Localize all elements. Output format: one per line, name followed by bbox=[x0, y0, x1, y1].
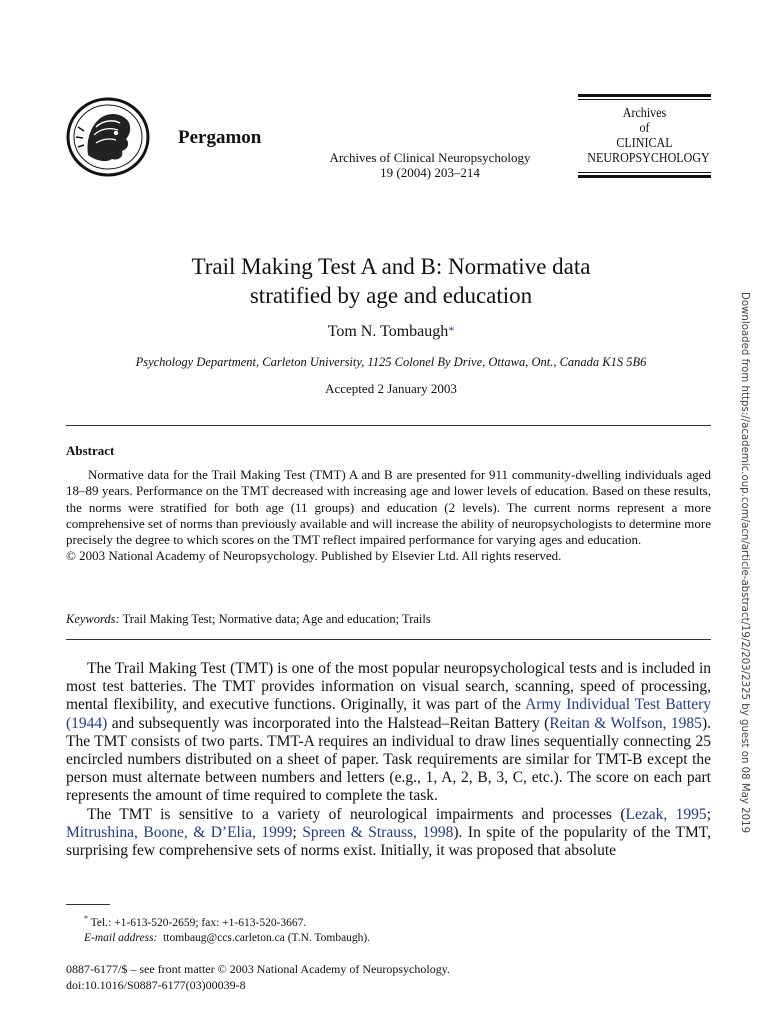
brand-rule bbox=[578, 172, 711, 173]
abstract-paragraph: Normative data for the Trail Making Test (TMT) A and B are presented for 911 community-dwelling individuals aged 18–89 years. Performance on the TMT decreased with increasing age and lower levels of education. Based on these results, the norms were stratified for both age (11 groups) and education (2 levels). The current norms represent a more comprehensive set of norms than previously available and will increase the ability of neuropsychologists to determine more precisely the degree to which scores on the TMT reflect impaired performance for varying ages and education. bbox=[66, 467, 711, 548]
accepted-date: Accepted 2 January 2003 bbox=[325, 381, 457, 396]
brand-rule bbox=[578, 99, 711, 100]
journal-volume: 19 (2004) 203–214 bbox=[380, 165, 480, 180]
citation-link[interactable]: Mitrushina, Boone, & D’Elia, 1999 bbox=[66, 823, 293, 841]
doi-line: doi:10.1016/S0887-6177(03)00039-8 bbox=[66, 977, 246, 992]
text-run: ; bbox=[292, 823, 303, 841]
text-run: and subsequently was incorporated into the Halstead–Reitan Battery ( bbox=[107, 714, 550, 732]
brand-line: Archives bbox=[622, 106, 667, 121]
body-paragraph bbox=[66, 806, 711, 861]
contact-text: Tel.: +1-613-520-2659; fax: +1-613-520-3667. bbox=[90, 916, 307, 929]
email-value: ttombaug@ccs.carleton.ca (T.N. Tombaugh). bbox=[163, 932, 371, 945]
citation-link[interactable]: Reitan & Wolfson, 1985 bbox=[549, 714, 702, 732]
text-run: ; bbox=[706, 805, 711, 823]
brand-line: of bbox=[639, 121, 650, 136]
author-name: Tom N. Tombaugh bbox=[327, 323, 449, 340]
keywords-value: Trail Making Test; Normative data; Age and education; Trails bbox=[122, 612, 431, 626]
divider bbox=[66, 425, 711, 426]
article-title bbox=[66, 252, 716, 310]
citation-link[interactable]: Army Individual Test Battery (1944) bbox=[66, 696, 711, 732]
journal-brand-text bbox=[587, 106, 710, 166]
title-line: Trail Making Test A and B: Normative data bbox=[191, 254, 591, 279]
body-text bbox=[66, 660, 711, 860]
citation-link[interactable]: Lezak, 1995 bbox=[625, 805, 707, 823]
title-line: stratified by age and education bbox=[249, 283, 533, 308]
corresponding-author-link[interactable]: * bbox=[448, 323, 455, 337]
abstract-heading: Abstract bbox=[66, 443, 115, 458]
publisher-logo bbox=[66, 97, 170, 177]
footnote-email bbox=[84, 931, 370, 947]
citation-link[interactable]: Spreen & Strauss, 1998 bbox=[302, 823, 454, 841]
footnote-rule bbox=[66, 904, 110, 905]
journal-reference bbox=[300, 150, 560, 180]
download-watermark bbox=[736, 292, 750, 834]
text-run: The TMT is sensitive to a variety of neurological impairments and processes ( bbox=[87, 805, 626, 823]
abstract-body bbox=[66, 467, 711, 565]
brand-rule bbox=[578, 175, 711, 178]
copyright-line: © 2003 National Academy of Neuropsychology. Published by Elsevier Ltd. All rights reserved. bbox=[66, 548, 562, 564]
front-matter bbox=[66, 962, 450, 993]
keywords-label: Keywords: bbox=[66, 612, 120, 626]
footnotes bbox=[84, 911, 370, 947]
brand-line: CLINICAL bbox=[616, 136, 673, 151]
divider bbox=[66, 639, 711, 640]
download-note-text: Downloaded from https://academic.oup.com/acn/article-abstract/19/2/203/2325 by guest on 08 May 2019 bbox=[739, 292, 750, 834]
brand-line: NEUROPSYCHOLOGY bbox=[587, 151, 710, 166]
body-paragraph bbox=[66, 660, 711, 806]
author-line bbox=[66, 323, 716, 341]
publisher-name: Pergamon bbox=[178, 127, 262, 148]
text-run: The Trail Making Test (TMT) is one of the most popular neuropsychological tests and is included in most test batteries. The TMT provides information on visual search, scanning, speed of processing, mental flexibility, and executive functions. Originally, it was part of the bbox=[66, 660, 711, 714]
footnote-contact bbox=[84, 911, 370, 931]
journal-name: Archives of Clinical Neuropsychology bbox=[329, 150, 531, 165]
journal-brand-box bbox=[578, 94, 711, 178]
brand-rule bbox=[578, 94, 711, 97]
keywords bbox=[66, 612, 711, 627]
text-run: ). The TMT consists of two parts. TMT-A requires an individual to draw lines sequentially connecting 25 encircled numbers distributed on a sheet of paper. Task requirements are similar for TMT-B except the person must alternate between numbers and letters (e.g., 1, A, 2, B, 3, C, etc.). The score on each part represents the amount of time required to complete the task. bbox=[66, 714, 711, 805]
text-run: ). In spite of the popularity of the TMT, surprising few comprehensive sets of norms exist. Initially, it was proposed that absolute bbox=[66, 823, 711, 860]
footnote-mark: * bbox=[84, 914, 88, 923]
email-label: E-mail address: bbox=[84, 932, 158, 945]
author-affiliation: Psychology Department, Carleton University, 1125 Colonel By Drive, Ottawa, Ont., Canada K1S 5B6 bbox=[135, 355, 647, 369]
issn-line: 0887-6177/$ – see front matter © 2003 National Academy of Neuropsychology. bbox=[66, 962, 450, 976]
